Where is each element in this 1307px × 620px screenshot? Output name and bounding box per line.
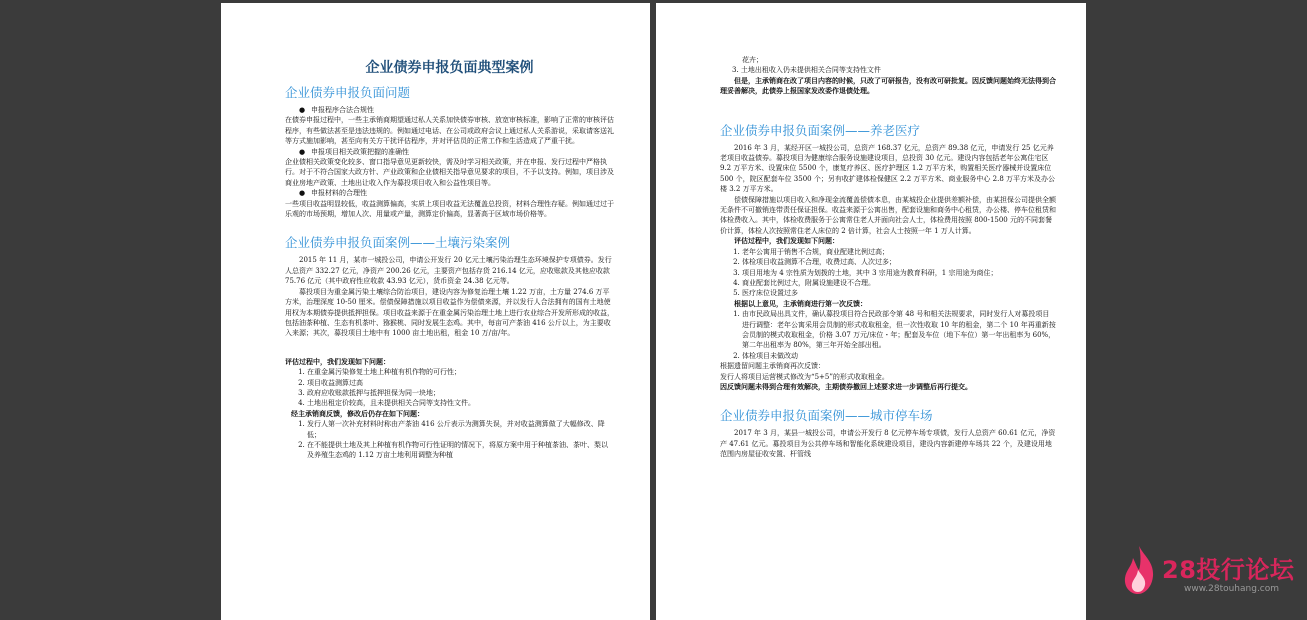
response-title: 经主承销商反馈，修改后仍存在如下问题：	[291, 408, 424, 418]
left-document-page	[221, 3, 650, 620]
bullet-icon: ●	[299, 189, 306, 198]
right-document-page	[656, 3, 1086, 620]
paragraph: 2016 年 3 月，某经开区一城投公司，总资产 168.37 亿元，总资产 89.38 亿元，申请发行 25 亿元养老项目收益债券。募投项目为健康综合服务设施建设项目，总投资 30 亿元。建设内容包括老年公寓住宅区 9.2 万平方米、设置床位 5500 个，康复疗养区、医疗护理区 1.2 万平方米，购置相关医疗器械并设置床位 500 个，院区配套车位 3500 个；另有收扩建体检保健区 2.2 万平方米、商业服务中心 2.8 万平方米及办公楼 3.2 万平方米。	[720, 143, 1056, 194]
watermark-brand-text: 28投行论坛	[1162, 556, 1295, 584]
paragraph: 发行人将项目运营模式修改为“5+5”的形式收取租金。	[720, 372, 889, 381]
paragraph: 根据遗留问题主承销商再次反馈：	[720, 362, 825, 371]
eval-list	[285, 367, 614, 409]
response-list	[285, 419, 614, 461]
paragraph: 偿债保障措施以项目收入和净现金流覆盖偿债本息，由某城投企业提供差额补偿，由某担保公司提供全额无条件不可撤销连带责任保证担保。收益来源于公寓出售，配套设施和商务中心租赁，办公楼、停车位租赁和体检费收入。其中，体检收费服务于公寓常住老人并面向社会人士，体检费用按照 800-1500 元的不同套餐价计算，体检人次按照常住老人床位的 2 倍计算，社会人士按照一年 1 万人计算。	[720, 195, 1056, 235]
case-conclusion: 但是，主承销商在改了项目内容的时候，只改了可研报告，没有改可研批复。因反馈问题始终无法得到合理妥善解决，此债券上报国家发改委作退债处理。	[720, 75, 1056, 96]
continued-item: 3. 土地出租收入仍未提供相关合同等支持性文件	[732, 66, 881, 75]
paragraph: 2017 年 3 月，某县一城投公司，申请公开发行 8 亿元停车场专项债，发行人总资产 60.61 亿元，净资产 47.61 亿元。募投项目为公共停车场和智能化系统建设项目，建设内容新建停车场共 22 个，及建设用地范围内房屋征收安置、杆管线	[720, 429, 1056, 459]
watermark-url-text: www.28touhang.com	[1184, 584, 1280, 594]
section-heading-negative-issues: 企业债券申报负面问题	[285, 85, 411, 100]
paragraph: 在债券申报过程中，一些主承销商期望通过私人关系加快债券审核、放宽审核标准，影响了正常的审核评估程序，有些做法甚至是违法违规的。例如通过电话、在公司或政府会议上通过私人关系游说，采取请客送礼等方式施加影响，甚至向有关方干扰评估程序，并对评估员的正常工作和生活造成了严重干扰。	[285, 116, 614, 146]
paragraph: 一些项目收益明显较低，收益测算偏高，实质上项目收益无法覆盖总投资，材料合理性存疑。例如通过过于乐观的市场预期，增加人次、用量或产量，测算定价偏高，显著高于区域市场价格等。	[285, 199, 614, 219]
flame-logo-icon	[1120, 544, 1158, 596]
list-item: 4. 商业配套比例过大，附属设施建设不合理。	[742, 278, 1056, 288]
list-item: 3. 项目用地为 4 宗性质为划拨的土地，其中 3 宗用途为教育科研，1 宗用途为商住；	[742, 268, 1056, 278]
eval-title: 评估过程中，我们发现如下问题：	[734, 236, 839, 246]
list-item: 2. 项目收益测算过高	[307, 378, 614, 388]
bullet-icon: ●	[299, 147, 306, 156]
bullet-item: ● 申报材料的合理性	[299, 189, 367, 198]
list-item: 1. 发行人第一次补充材料时称由产茶油 416 公斤表示为测算失误，并对收益测算做了大幅修改、降低；	[307, 419, 614, 440]
bullet-item: ● 申报程序合法合规性	[299, 106, 374, 114]
site-watermark	[1120, 544, 1295, 600]
eval-list	[720, 247, 1056, 299]
case-conclusion: 因反馈问题未得到合理有效解决，主期债券撤回上述要求进一步调整后再行提交。	[720, 381, 972, 391]
bullet-icon: ●	[299, 106, 306, 114]
response-title: 根据以上意见，主承销商进行第一次反馈：	[734, 298, 867, 308]
paragraph: 募投项目为重金属污染土壤综合防治项目，建设内容为修复治理土壤 1.22 万亩，土方量 274.6 万平方米，治理深度 10-50 厘米。偿债保障措施以项目收益作为偿债来源，并以发行人合法拥有的国有土地使用权为本期债券提供抵押担保。项目收益来源于在重金属污染治理土地上进行农业综合开发所形成的收益，包括油茶种植、生态有机茶叶、猕猴桃、同时发展生态鸡。其中，每亩可产茶油 416 公斤以上，为主要收入来源；其次，募投项目土地中有 1000 亩土地出租，租金 10 万/亩/年。	[285, 287, 614, 338]
document-title: 企业债券申报负面典型案例	[365, 60, 534, 76]
list-item: 4. 土地出租定价较高，且未提供相关合同等支持性文件。	[307, 398, 614, 408]
paragraph: 2015 年 11 月，某市一城投公司，申请公开发行 20 亿元土壤污染治理生态环境保护专项债券。发行人总资产 332.27 亿元，净资产 200.26 亿元，主要资产包括存货 216.14 亿元，应收账款及其他应收款 75.76 亿元（其中政府性应收款 43.93 亿元），货币资金 24.38 亿元等。	[285, 256, 612, 286]
section-heading-elderly-care: 企业债券申报负面案例——养老医疗	[720, 122, 921, 138]
response-list	[720, 309, 1056, 361]
list-item: 2. 在不能提供土地及其上种植有机作物可行性证明的情况下，将原方案中用于种植茶油、茶叶、梨以及养殖生态鸡的 1.12 万亩土地利用调整为种植	[307, 440, 614, 461]
list-item: 1. 老年公寓用于销售不合规，商业配建比例过高；	[742, 247, 1056, 257]
paragraph: 企业债相关政策变化较多、窗口指导意见更新较快，需及时学习相关政策，并在申报、发行过程中严格执行。对于不符合国家大政方针、产业政策和企业债相关指导意见要求的项目，不予以支持。例如，项目涉及商业房地产政策、土地出让收入作为募投项目收入和公益性项目等。	[285, 158, 614, 187]
eval-title: 评估过程中，我们发现如下问题：	[285, 356, 390, 366]
list-item: 1. 在重金属污染修复土地上种植有机作物的可行性；	[307, 367, 614, 377]
section-heading-parking: 企业债券申报负面案例——城市停车场	[720, 408, 933, 424]
list-item: 3. 政府应收账款抵押与抵押担保为同一块地；	[307, 388, 614, 398]
section-heading-soil-case: 企业债券申报负面案例——土壤污染案例	[285, 235, 511, 251]
list-item: 5. 医疗床位设置过多	[742, 288, 1056, 298]
list-item: 2. 体检项目未做改动	[742, 351, 1056, 361]
list-item: 1. 由市民政局出具文件，确认募投项目符合民政部令第 48 号和相关法规要求，同时发行人对募投项目进行调整：老年公寓采用会员制的形式收取租金，但一次性收取 10 年的租金，第二个 10 年再重新按会员制的模式收取租金，价格 3.07 万元/床位・年；配套及车位（地下车位）第一年出租率为 60%，第二年出租率为 80%，第三年开始全部出租。	[742, 309, 1056, 351]
bullet-item: ● 申报项目相关政策把握的准确性	[299, 147, 409, 156]
list-item: 2. 体检项目收益测算不合理，收费过高、人次过多；	[742, 257, 1056, 267]
continued-line: 花卉；	[742, 56, 763, 64]
